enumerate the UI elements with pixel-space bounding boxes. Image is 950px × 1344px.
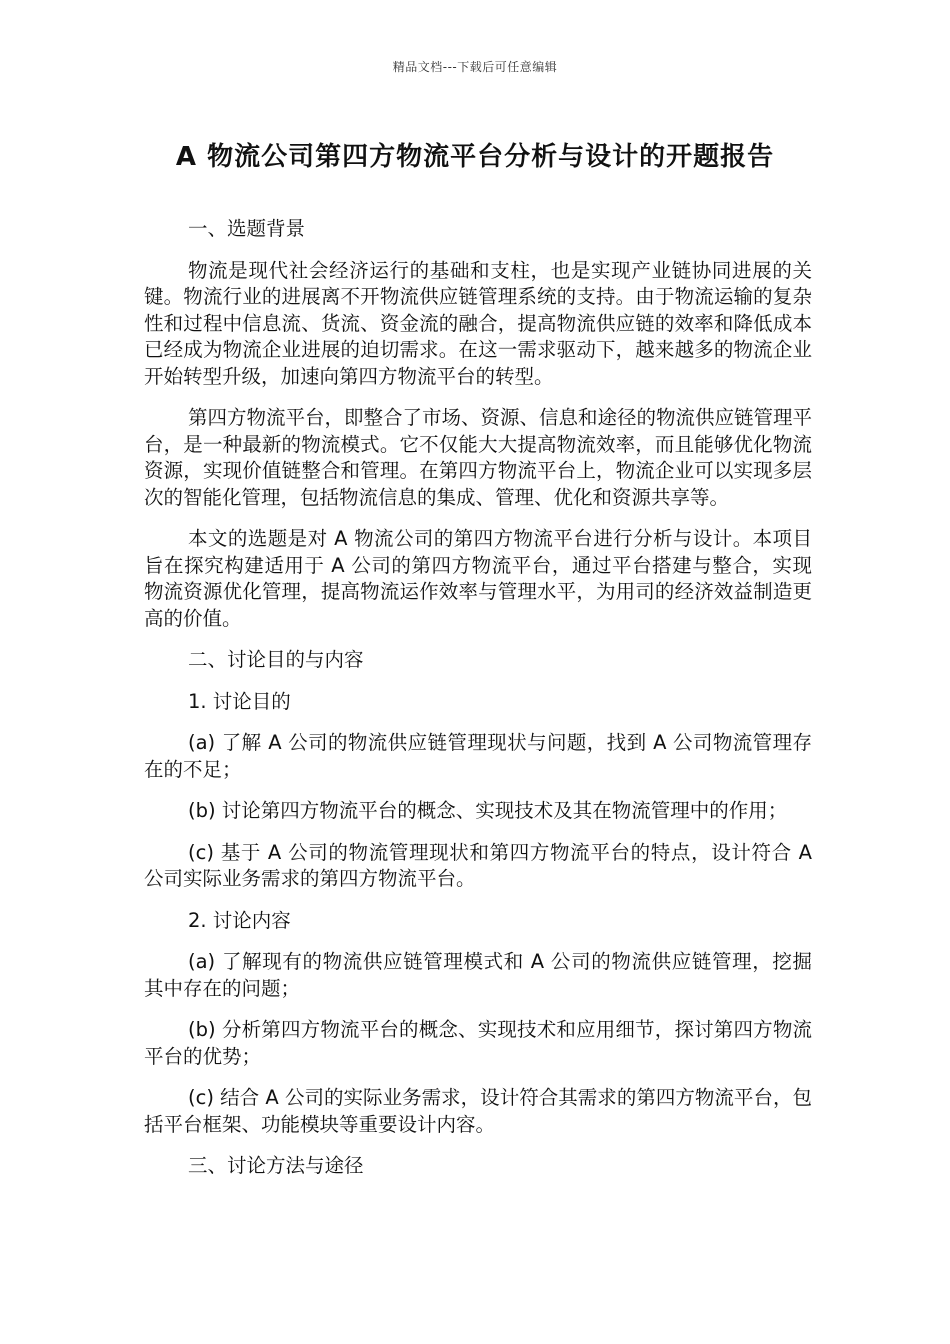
subheading-purpose: 1. 讨论目的 (188, 689, 291, 713)
purpose-item-a: (a) 了解 A 公司的物流供应链管理现状与问题，找到 A 公司物流管理存在的不足； (144, 731, 812, 781)
document-body (144, 216, 812, 1195)
content-item-b: (b) 分析第四方物流平台的概念、实现技术和应用细节，探讨第四方物流平台的优势； (144, 1018, 812, 1068)
paragraph-background-1: 物流是现代社会经济运行的基础和支柱，也是实现产业链协同进展的关键。物流行业的进展离不开物流供应链管理系统的支持。由于物流运输的复杂性和过程中信息流、货流、资金流的融合，提高物流供应链的效率和降低成本已经成为物流企业进展的迫切需求。在这一需求驱动下，越来越多的物流企业开始转型升级，加速向第四方物流平台的转型。 (144, 258, 812, 388)
purpose-item-c: (c) 基于 A 公司的物流管理现状和第四方物流平台的特点，设计符合 A 公司实际业务需求的第四方物流平台。 (144, 840, 812, 890)
paragraph-background-3: 本文的选题是对 A 物流公司的第四方物流平台进行分析与设计。本项目旨在探究构建适用于 A 公司的第四方物流平台，通过平台搭建与整合，实现物流资源优化管理，提高物流运作效率与管理水平，为用司的经济效益制造更高的价值。 (144, 527, 812, 630)
section-heading-purpose-content: 二、讨论目的与内容 (188, 648, 364, 671)
document-title: A 物流公司第四方物流平台分析与设计的开题报告 (175, 142, 775, 172)
subheading-content: 2. 讨论内容 (188, 908, 291, 932)
section-heading-background: 一、选题背景 (188, 217, 306, 240)
header-note: 精品文档---下载后可任意编辑 (392, 60, 558, 74)
content-item-a: (a) 了解现有的物流供应链管理模式和 A 公司的物流供应链管理，挖掘其中存在的问题； (144, 950, 812, 1000)
section-heading-methods: 三、讨论方法与途径 (188, 1154, 364, 1177)
content-item-c: (c) 结合 A 公司的实际业务需求，设计符合其需求的第四方物流平台，包括平台框架、功能模块等重要设计内容。 (144, 1086, 812, 1136)
purpose-item-b: (b) 讨论第四方物流平台的概念、实现技术及其在物流管理中的作用； (188, 799, 788, 822)
paragraph-background-2: 第四方物流平台，即整合了市场、资源、信息和途径的物流供应链管理平台，是一种最新的物流模式。它不仅能大大提高物流效率，而且能够优化物流资源，实现价值链整合和管理。在第四方物流平台上，物流企业可以实现多层次的智能化管理，包括物流信息的集成、管理、优化和资源共享等。 (144, 406, 813, 509)
